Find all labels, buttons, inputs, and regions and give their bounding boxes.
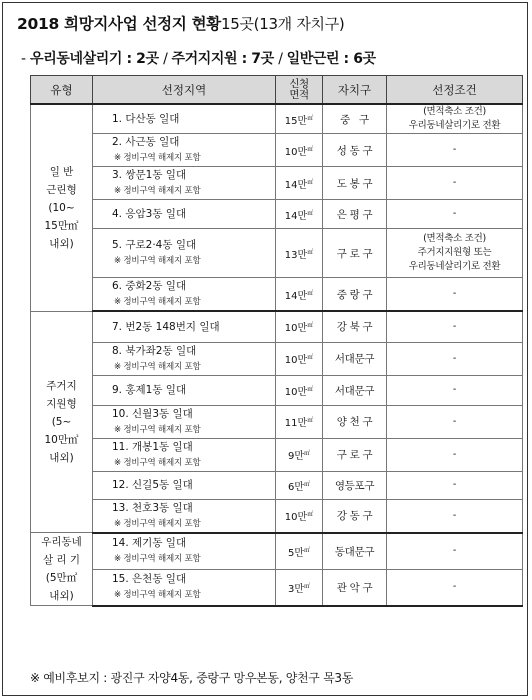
district-cell: 도 봉 구	[323, 167, 387, 200]
size-unit: ㎡	[307, 248, 314, 256]
district-cell: 강 동 구	[323, 499, 387, 533]
condition-cell: -	[387, 311, 523, 342]
size-cell: 14만㎡	[276, 200, 323, 229]
header-size: 신청 면적	[276, 76, 323, 105]
summary-dash: -	[21, 51, 26, 67]
size-unit: ㎡	[307, 322, 314, 330]
size-unit: ㎡	[307, 178, 314, 186]
size-cell: 9만㎡	[276, 438, 323, 471]
district-cell: 강 북 구	[323, 311, 387, 342]
header-condition: 선정조건	[387, 76, 523, 105]
size-unit: ㎡	[307, 114, 314, 122]
area-name: 11. 개봉1동 일대	[112, 440, 193, 453]
area-note: ※ 정비구역 해제지 포함	[114, 256, 201, 266]
size-cell: 14만㎡	[276, 167, 323, 200]
table-row	[31, 104, 523, 134]
size-cell: 10만㎡	[276, 375, 323, 405]
area-cell	[93, 438, 276, 471]
group-type-cell: 주거지 지원형 (5~ 10만㎡ 내외)	[31, 311, 93, 533]
area-cell	[93, 533, 276, 570]
area-note: ※ 정비구역 해제지 포함	[114, 590, 201, 600]
table-row	[31, 499, 523, 533]
area-name: 3. 쌍문1동 일대	[112, 169, 187, 181]
area-cell	[93, 200, 276, 229]
size-unit: ㎡	[307, 354, 314, 361]
table-row	[31, 569, 523, 606]
summary-line: - 우리동네살리기 : 2곳 / 주거지지원 : 7곳 / 일반근린 : 6곳	[21, 51, 376, 67]
selection-table	[30, 75, 523, 607]
condition-cell: -	[387, 569, 523, 606]
summary-item-residential: 주거지지원 : 7곳	[171, 51, 274, 67]
area-note: ※ 정비구역 해제지 포함	[114, 186, 201, 196]
size-unit: ㎡	[307, 209, 314, 217]
area-name: 4. 응암3동 일대	[112, 208, 187, 220]
area-name: 12. 신길5동 일대	[112, 479, 193, 491]
table-row	[31, 375, 523, 405]
area-name: 10. 신월3동 일대	[112, 407, 193, 420]
area-cell	[93, 569, 276, 606]
table-row	[31, 471, 523, 499]
area-name: 15. 은천동 일대	[112, 573, 187, 585]
size-cell: 14만㎡	[276, 278, 323, 312]
table-row	[31, 311, 523, 342]
area-cell	[93, 405, 276, 438]
area-cell	[93, 167, 276, 200]
footnote: ※ 예비후보지 : 광진구 자양4동, 중랑구 망우본동, 양천구 목3동	[30, 671, 354, 685]
size-cell: 13만㎡	[276, 229, 323, 278]
table-body	[31, 104, 523, 606]
table-row	[31, 342, 523, 375]
district-cell: 관 악 구	[323, 569, 387, 606]
size-cell: 10만㎡	[276, 311, 323, 342]
size-unit: ㎡	[307, 511, 314, 518]
header-type: 유형	[31, 76, 93, 105]
table-row	[31, 405, 523, 438]
area-cell	[93, 278, 276, 312]
size-cell: 15만㎡	[276, 104, 323, 134]
condition-cell: -	[387, 533, 523, 570]
table-row	[31, 533, 523, 570]
page-title	[17, 12, 344, 34]
group-type-cell: 일 반 근린형 (10~ 15만㎡ 내외)	[31, 104, 93, 311]
area-name: 14. 제기동 일대	[112, 537, 187, 549]
summary-item-neighborhood: 우리동네살리기 : 2곳	[30, 51, 159, 67]
size-unit: ㎡	[304, 450, 311, 457]
header-area: 선정지역	[93, 76, 276, 105]
district-cell: 구 로 구	[323, 229, 387, 278]
area-cell	[93, 104, 276, 134]
district-cell: 양 천 구	[323, 405, 387, 438]
condition-cell: -	[387, 499, 523, 533]
area-name: 8. 북가좌2동 일대	[112, 344, 197, 357]
summary-item-general: 일반근린 : 6곳	[286, 51, 376, 67]
condition-cell: -	[387, 134, 523, 167]
size-unit: ㎡	[307, 145, 314, 153]
size-cell: 6만㎡	[276, 471, 323, 499]
area-name: 13. 천호3동 일대	[112, 501, 193, 514]
area-note: ※ 정비구역 해제지 포함	[114, 518, 201, 529]
size-cell: 11만㎡	[276, 405, 323, 438]
size-cell: 5만㎡	[276, 533, 323, 570]
size-unit: ㎡	[304, 480, 311, 488]
size-unit: ㎡	[307, 417, 314, 424]
district-cell: 서대문구	[323, 342, 387, 375]
size-unit: ㎡	[307, 385, 314, 393]
area-name: 9. 홍제1동 일대	[112, 384, 187, 396]
district-cell: 중 구	[323, 104, 387, 134]
district-cell: 성 동 구	[323, 134, 387, 167]
condition-cell: -	[387, 200, 523, 229]
condition-cell: -	[387, 167, 523, 200]
title-main: 2018 희망지사업 선정지 현황	[17, 15, 221, 33]
table-row	[31, 438, 523, 471]
area-name: 6. 중화2동 일대	[112, 280, 187, 292]
condition-cell: -	[387, 375, 523, 405]
size-unit: ㎡	[304, 582, 311, 590]
area-note: ※ 정비구역 해제지 포함	[114, 297, 201, 307]
table-row	[31, 200, 523, 229]
area-name: 7. 번2동 148번지 일대	[112, 320, 220, 333]
condition-cell: -	[387, 342, 523, 375]
area-name: 2. 사근동 일대	[112, 136, 180, 148]
size-cell: 10만㎡	[276, 134, 323, 167]
group-type-cell: 우리동네 살 리 기 (5만㎡ 내외)	[31, 533, 93, 606]
area-name: 1. 다산동 일대	[112, 113, 180, 125]
size-cell: 10만㎡	[276, 499, 323, 533]
size-cell: 3만㎡	[276, 569, 323, 606]
area-cell	[93, 134, 276, 167]
table-header-row	[31, 76, 523, 105]
district-cell: 중 랑 구	[323, 278, 387, 312]
district-cell: 영등포구	[323, 471, 387, 499]
area-note: ※ 정비구역 해제지 포함	[114, 457, 201, 468]
condition-cell: -	[387, 438, 523, 471]
district-cell: 동대문구	[323, 533, 387, 570]
area-cell	[93, 375, 276, 405]
table-row	[31, 134, 523, 167]
area-cell	[93, 342, 276, 375]
header-district: 자치구	[323, 76, 387, 105]
table-row	[31, 167, 523, 200]
title-sub: 15곳(13개 자치구)	[220, 15, 345, 33]
area-note: ※ 정비구역 해제지 포함	[114, 554, 201, 564]
district-cell: 구 로 구	[323, 438, 387, 471]
condition-cell: -	[387, 278, 523, 312]
area-cell	[93, 311, 276, 342]
size-unit: ㎡	[304, 546, 311, 554]
condition-cell: -	[387, 471, 523, 499]
area-note: ※ 정비구역 해제지 포함	[114, 424, 201, 435]
table-row	[31, 278, 523, 312]
area-cell	[93, 471, 276, 499]
district-cell: 은 평 구	[323, 200, 387, 229]
condition-cell: (면적축소 조건) 우리동네살리기로 전환	[387, 104, 523, 134]
district-cell: 서대문구	[323, 375, 387, 405]
area-cell	[93, 229, 276, 278]
size-cell: 10만㎡	[276, 342, 323, 375]
condition-cell: -	[387, 405, 523, 438]
area-note: ※ 정비구역 해제지 포함	[114, 361, 201, 372]
area-cell	[93, 499, 276, 533]
condition-cell: (면적축소 조건) 주거지지원형 또는 우리동네살리기로 전환	[387, 229, 523, 278]
size-unit: ㎡	[307, 289, 314, 297]
table-row	[31, 229, 523, 278]
area-name: 5. 구로2·4동 일대	[112, 239, 197, 251]
area-note: ※ 정비구역 해제지 포함	[114, 153, 201, 163]
